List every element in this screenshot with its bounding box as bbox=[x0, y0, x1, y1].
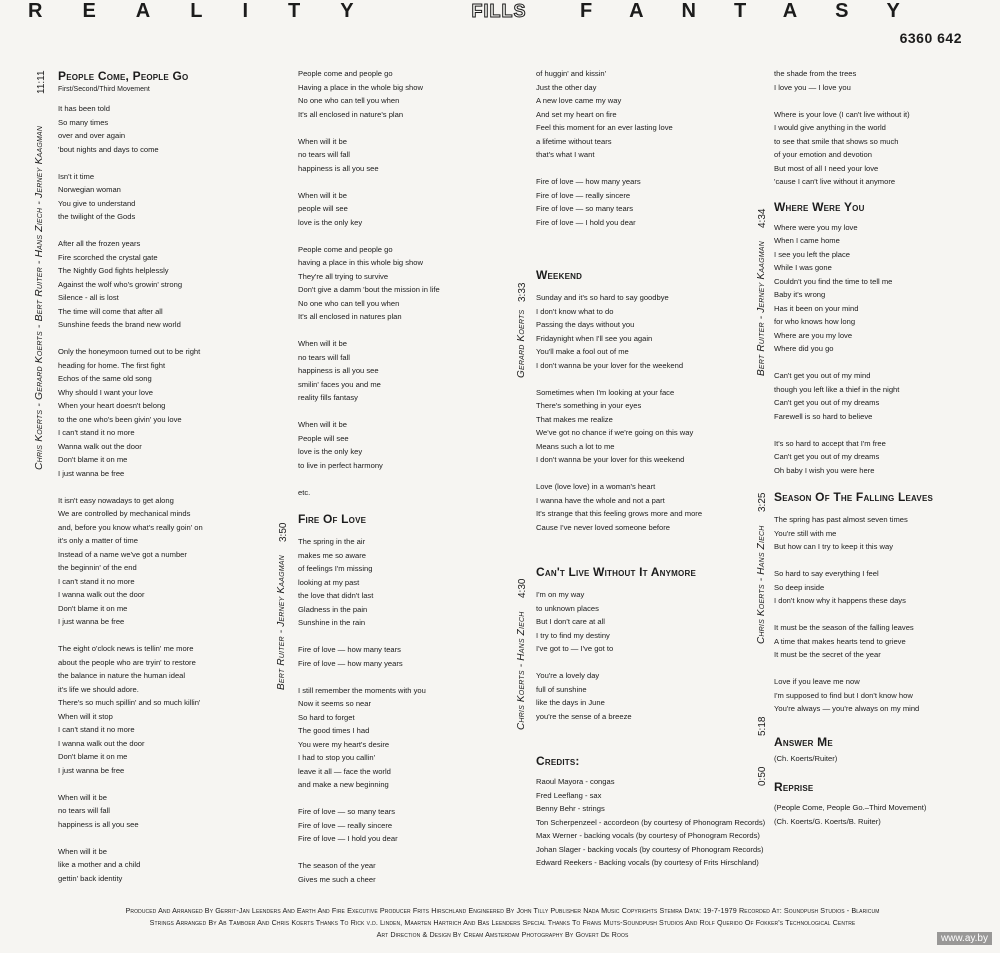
lyric-line: I don't wanna be your lover for the weekend bbox=[536, 360, 684, 370]
lyric-line: No one who can tell you when bbox=[298, 298, 400, 308]
lyric-line: Fire of love — I hold you dear bbox=[298, 834, 398, 843]
lyric-line: So hard to say everything I feel bbox=[774, 569, 879, 578]
col2-credits: Bert Ruiter - Jerney Kaagman bbox=[276, 555, 287, 690]
stanza-break bbox=[298, 229, 518, 243]
lyric-line: love is the only key bbox=[298, 217, 363, 227]
lyric-line: and make a new beginning bbox=[298, 780, 389, 789]
lyric-line: leave it all — face the world bbox=[298, 766, 391, 776]
lyrics-weekend bbox=[536, 291, 756, 534]
song-title-where-were-you: Where Were You bbox=[774, 199, 865, 214]
lyric-line: Why should I want your love bbox=[58, 387, 153, 397]
stanza-break bbox=[536, 162, 756, 176]
stanza-break bbox=[58, 480, 278, 494]
stanza-break bbox=[298, 324, 518, 338]
lyric-line: I can't stand it no more bbox=[58, 576, 135, 586]
footer-line-3: Art Direction & Design By Cream Amsterdam Photography By Govert De Roos bbox=[376, 930, 629, 939]
lyric-line: Gladness in the pain bbox=[298, 604, 368, 614]
lyric-line: to see that smile that shows so much bbox=[774, 136, 899, 146]
lyric-line: of huggin' and kissin' bbox=[536, 69, 607, 78]
stanza-break bbox=[298, 405, 518, 419]
lyric-line: I'm on my way bbox=[536, 590, 585, 599]
lyrics-cant-live bbox=[536, 588, 756, 723]
lyric-line: It must be the season of the falling leaves bbox=[774, 623, 914, 632]
stanza-break bbox=[298, 630, 518, 644]
header-fantasy bbox=[580, 0, 960, 23]
lyric-line: full of sunshine bbox=[536, 684, 587, 694]
lyric-line: the beginnin' of the end bbox=[58, 563, 137, 572]
lyric-line: I can't stand it no more bbox=[58, 428, 135, 437]
watermark: www.ay.by bbox=[937, 932, 992, 945]
lyric-line: having a place in this whole big show bbox=[298, 258, 423, 267]
lyrics-fire-of-love bbox=[298, 535, 518, 886]
season-credits: Chris Koerts - Hans Ziech bbox=[756, 525, 767, 644]
lyric-line: Isn't it time bbox=[58, 171, 95, 181]
lyric-line: No one who can tell you when bbox=[298, 96, 400, 105]
lyric-line: Love (love love) in a woman's heart bbox=[536, 482, 656, 491]
stanza-break bbox=[774, 356, 994, 370]
lyric-line: It's all enclosed in natures plan bbox=[298, 312, 402, 321]
lyric-line: Where is your love (I can't live without it) bbox=[774, 109, 910, 119]
lyric-line: It's so hard to accept that I'm free bbox=[774, 438, 886, 448]
lyrics-where-were-you bbox=[774, 221, 994, 478]
lyric-line: Love if you leave me now bbox=[774, 677, 860, 686]
lyric-line: Passing the days without you bbox=[536, 320, 635, 329]
lyric-line: You're still with me bbox=[774, 528, 837, 538]
song-title-people-come: People Come, People Go bbox=[58, 69, 189, 83]
song-title-cant-live: Can't Live Without It Anymore bbox=[536, 565, 696, 579]
song-title-reprise: Reprise bbox=[774, 780, 814, 794]
lyric-line: We've got no chance if we're going on this way bbox=[536, 428, 694, 437]
lyric-line: We are controlled by mechanical minds bbox=[58, 509, 191, 518]
lyric-line: When will it be bbox=[298, 339, 347, 348]
lyric-line: and, before you know what's really goin' on bbox=[58, 522, 203, 532]
lyric-line: I don't know what to do bbox=[536, 306, 614, 316]
weekend-vertical-credits bbox=[516, 310, 527, 378]
lyric-line: Edward Reekers - Backing vocals (by courtesy of Frits Hirschland) bbox=[536, 858, 759, 867]
lyric-line: makes me so aware bbox=[298, 550, 366, 560]
lyric-line: Farewell is so hard to believe bbox=[774, 411, 873, 421]
lyric-line: no tears will fall bbox=[298, 352, 350, 362]
lyric-line: Fire of love — how many tears bbox=[298, 645, 401, 654]
lyric-line: that's what I want bbox=[536, 150, 595, 159]
lyric-line: You're a lovely day bbox=[536, 671, 600, 680]
lyric-line: You were my heart's desire bbox=[298, 739, 390, 749]
stanza-break bbox=[774, 423, 994, 437]
header-fills: FILLS bbox=[471, 0, 527, 21]
lyric-line: I don't know why it happens these days bbox=[774, 596, 906, 605]
lyric-line: no tears will fall bbox=[298, 150, 350, 159]
lyric-line: Sometimes when I'm looking at your face bbox=[536, 387, 675, 397]
reprise-duration: 0:50 bbox=[757, 766, 768, 786]
reality-text: REALITY bbox=[28, 0, 394, 22]
cantlive-duration: 4:30 bbox=[517, 578, 528, 598]
lyric-line: for who knows how long bbox=[774, 317, 856, 326]
lyric-line: Don't blame it on me bbox=[58, 455, 128, 464]
lyric-line: It's all enclosed in nature's plan bbox=[298, 109, 404, 119]
season-duration: 3:25 bbox=[757, 492, 768, 512]
lyrics-people-come-cont bbox=[298, 67, 518, 499]
reprise-subtitle: (People Come, People Go.–Third Movement) bbox=[774, 803, 927, 812]
lyric-line: Where were you my love bbox=[774, 222, 858, 232]
lyric-line: The Nightly God fights helplessly bbox=[58, 266, 169, 275]
lyric-line: Don't give a damm 'bout the mission in life bbox=[298, 285, 440, 294]
lyric-line: When will it be bbox=[298, 190, 347, 200]
fantasy-text: FANTASY bbox=[580, 0, 938, 22]
lyric-line: A time that makes hearts tend to grieve bbox=[774, 636, 906, 646]
lyric-line: Fire of love — how many years bbox=[536, 177, 641, 186]
lyric-line: Fire scorched the crystal gate bbox=[58, 252, 158, 262]
lyric-line: It must be the secret of the year bbox=[774, 650, 881, 659]
lyrics-cant-live-cont bbox=[774, 67, 994, 189]
lyric-line: When I came home bbox=[774, 236, 840, 245]
song-subtitle: First/Second/Third Movement bbox=[58, 86, 150, 93]
lyric-line: it's life we should adore. bbox=[58, 684, 139, 694]
lyric-line: to the one who's been givin' you love bbox=[58, 414, 182, 424]
lyric-line: etc. bbox=[298, 487, 311, 497]
lyric-line: of feelings I'm missing bbox=[298, 564, 373, 573]
lyric-line: like the days in June bbox=[536, 698, 605, 707]
stanza-break bbox=[58, 332, 278, 346]
lyric-line: I just wanna be free bbox=[58, 765, 125, 775]
song-title-fire-of-love: Fire Of Love bbox=[298, 512, 367, 526]
season-vertical-credits bbox=[756, 526, 767, 645]
lyric-line: But most of all I need your love bbox=[774, 163, 879, 173]
lyric-line: That makes me realize bbox=[536, 414, 613, 424]
lyric-line: looking at my past bbox=[298, 577, 360, 587]
lyric-line: Norwegian woman bbox=[58, 185, 121, 194]
stanza-break bbox=[536, 467, 756, 481]
lyric-line: happiness is all you see bbox=[58, 819, 139, 829]
lyric-line: The time will come that after all bbox=[58, 306, 163, 316]
lyric-line: Has it been on your mind bbox=[774, 303, 859, 313]
lyric-line: But I don't care at all bbox=[536, 617, 605, 626]
lyric-line: 'bout nights and days to come bbox=[58, 144, 159, 154]
lyric-line: over and over again bbox=[58, 131, 126, 140]
lyric-line: There's something in your eyes bbox=[536, 401, 642, 410]
lyric-line: I see you left the place bbox=[774, 249, 850, 259]
lyric-line: Baby it's wrong bbox=[774, 290, 826, 299]
lyric-line: I wanna walk out the door bbox=[58, 738, 145, 748]
lyric-line: Against the wolf who's growin' strong bbox=[58, 279, 183, 289]
lyric-line: Having a place in the whole big show bbox=[298, 82, 423, 92]
stanza-break bbox=[58, 629, 278, 643]
lyric-line: Benny Behr - strings bbox=[536, 804, 605, 813]
lyric-line: Fire of love — I hold you dear bbox=[536, 217, 636, 227]
lyric-line: people will see bbox=[298, 204, 348, 213]
lyric-line: Instead of a name we've got a number bbox=[58, 549, 187, 559]
song-title-weekend: Weekend bbox=[536, 268, 583, 282]
stanza-break bbox=[536, 372, 756, 386]
lyric-line: Echos of the same old song bbox=[58, 374, 152, 383]
lyric-line: Sunshine feeds the brand new world bbox=[58, 320, 181, 329]
answer-me-credit: (Ch. Koerts/Ruiter) bbox=[774, 753, 838, 763]
lyric-line: Fire of love — really sincere bbox=[298, 820, 393, 830]
stanza-break bbox=[298, 472, 518, 486]
album-header bbox=[0, 0, 1000, 22]
where-duration: 4:34 bbox=[757, 208, 768, 228]
lyric-line: You give to understand bbox=[58, 198, 136, 208]
lyric-line: Can't get you out of my dreams bbox=[774, 452, 880, 461]
lyric-line: the balance in nature the human ideal bbox=[58, 671, 186, 680]
lyric-line: People come and people go bbox=[298, 244, 393, 254]
lyrics-people-come bbox=[58, 102, 278, 885]
lyric-line: I wanna walk out the door bbox=[58, 590, 145, 599]
col2-duration: 3:50 bbox=[278, 522, 289, 542]
lyric-line: Raoul Mayora - congas bbox=[536, 777, 615, 786]
lyric-line: Now it seems so near bbox=[298, 699, 372, 708]
lyric-line: The spring has past almost seven times bbox=[774, 515, 908, 524]
lyric-line: Sunday and it's so hard to say goodbye bbox=[536, 293, 669, 302]
lyric-line: Where did you go bbox=[774, 344, 834, 353]
stanza-break bbox=[774, 662, 994, 676]
lyric-line: They're all trying to survive bbox=[298, 271, 389, 281]
footer-line-2: Strings Arranged By Ab Tamboer And Chris Koerts Thanks To Rick v.d. Linden, Maarten Hartrich And Bas Leenders Special Thanks To Frans Mijts-Soundpush Studios And Rolf Querido Of Fokker's Technological Centre bbox=[149, 918, 856, 927]
stanza-break bbox=[298, 792, 518, 806]
lyric-line: When will it stop bbox=[58, 711, 113, 721]
lyric-line: though you left like a thief in the night bbox=[774, 384, 900, 394]
lyric-line: Can't get you out of my mind bbox=[774, 371, 871, 380]
cantlive-vertical-credits bbox=[516, 612, 527, 731]
stanza-break bbox=[298, 846, 518, 860]
lyric-line: you're the sense of a breeze bbox=[536, 711, 632, 721]
lyric-line: I would give anything in the world bbox=[774, 123, 886, 132]
lyric-line: Wanna walk out the door bbox=[58, 441, 142, 451]
lyric-line: It isn't easy nowadays to get along bbox=[58, 495, 174, 505]
lyric-line: There's so much spillin' and so much killin' bbox=[58, 698, 201, 707]
col1-credits: Chris Koerts - Gerard Koerts - Bert Ruiter - Hans Ziech - Jerney Kaagman bbox=[34, 125, 45, 470]
stanza-break bbox=[58, 831, 278, 845]
lyric-line: Couldn't you find the time to tell me bbox=[774, 276, 893, 286]
lyric-line: But how can I try to keep it this way bbox=[774, 542, 894, 551]
lyric-line: happiness is all you see bbox=[298, 366, 379, 375]
lyric-line: When will it be bbox=[58, 792, 107, 802]
lyric-line: Means such a lot to me bbox=[536, 441, 615, 451]
lyric-line: the twilight of the Gods bbox=[58, 212, 136, 221]
lyric-line: It has been told bbox=[58, 104, 110, 113]
lyric-line: Fred Leeflang - sax bbox=[536, 790, 602, 800]
credits-title: Credits: bbox=[536, 754, 580, 768]
catalog-number: 6360 642 bbox=[899, 30, 962, 46]
stanza-break bbox=[774, 608, 994, 622]
lyric-line: So deep inside bbox=[774, 582, 825, 592]
lyric-line: the shade from the trees bbox=[774, 69, 857, 78]
lyric-line: I had to stop you callin' bbox=[298, 753, 376, 762]
reprise-credit: (Ch. Koerts/G. Koerts/B. Ruiter) bbox=[774, 816, 881, 826]
lyric-line: And set my heart on fire bbox=[536, 109, 617, 119]
answer-duration: 5:18 bbox=[757, 716, 768, 736]
lyric-line: While I was gone bbox=[774, 263, 832, 272]
stanza-break bbox=[774, 94, 994, 108]
stanza-break bbox=[298, 121, 518, 135]
lyric-line: I love you — I love you bbox=[774, 82, 851, 92]
cantlive-credits: Chris Koerts - Hans Ziech bbox=[516, 611, 527, 730]
col1-duration: 11:11 bbox=[36, 70, 47, 94]
col1-vertical-credits bbox=[34, 126, 45, 470]
lyric-line: gettin' back identity bbox=[58, 873, 123, 883]
lyric-line: Don't blame it on me bbox=[58, 752, 128, 761]
credits-list bbox=[536, 775, 766, 870]
lyrics-season bbox=[774, 513, 994, 716]
lyric-line: it's only a matter of time bbox=[58, 536, 138, 545]
stanza-break bbox=[536, 656, 756, 670]
column-2 bbox=[298, 67, 518, 886]
lyric-line: Fire of love — how many years bbox=[298, 658, 403, 668]
lyric-line: Johan Slager - backing vocals (by courtesy of Phonogram Records) bbox=[536, 844, 764, 854]
lyric-line: Just the other day bbox=[536, 82, 597, 92]
lyric-line: to unknown places bbox=[536, 603, 599, 613]
production-credits bbox=[30, 905, 975, 941]
lyric-line: You're always — you're always on my mind bbox=[774, 704, 920, 713]
lyric-line: When will it be bbox=[298, 420, 347, 429]
lyric-line: heading for home. The first fight bbox=[58, 360, 166, 370]
lyric-line: You'll make a fool out of me bbox=[536, 347, 629, 356]
lyric-line: I try to find my destiny bbox=[536, 630, 610, 640]
lyric-line: When will it be bbox=[298, 136, 347, 146]
lyric-line: Gives me such a cheer bbox=[298, 874, 376, 884]
lyric-line: reality fills fantasy bbox=[298, 393, 358, 402]
lyric-line: A new love came my way bbox=[536, 96, 622, 105]
lyric-line: Fridaynight when I'll see you again bbox=[536, 333, 653, 343]
lyric-line: So many times bbox=[58, 117, 109, 127]
stanza-break bbox=[58, 777, 278, 791]
lyric-line: 'cause I can't live without it anymore bbox=[774, 177, 896, 186]
lyrics-fire-of-love-cont bbox=[536, 67, 756, 229]
stanza-break bbox=[298, 670, 518, 684]
lyric-line: no tears will fall bbox=[58, 806, 110, 815]
weekend-duration: 3:33 bbox=[517, 282, 528, 302]
lyric-line: Feel this moment for an ever lasting love bbox=[536, 123, 673, 132]
lyric-line: Fire of love — so many tears bbox=[298, 807, 396, 816]
stanza-break bbox=[58, 156, 278, 170]
lyric-line: People come and people go bbox=[298, 69, 393, 78]
lyric-line: Cause I've never loved someone before bbox=[536, 522, 670, 532]
col2-vertical-credits bbox=[276, 555, 287, 690]
lyric-line: I just wanna be free bbox=[58, 468, 125, 478]
lyric-line: The eight o'clock news is tellin' me more bbox=[58, 644, 194, 653]
lyric-line: I still remember the moments with you bbox=[298, 685, 426, 695]
lyric-line: Sunshine in the rain bbox=[298, 618, 366, 627]
lyric-line: Ton Scherpenzeel - accordeon (by courtesy of Phonogram Records) bbox=[536, 817, 766, 827]
lyric-line: I wanna have the whole and not a part bbox=[536, 495, 665, 505]
column-1 bbox=[58, 68, 278, 885]
lyric-line: like a mother and a child bbox=[58, 860, 141, 869]
lyric-line: The season of the year bbox=[298, 861, 376, 870]
column-4 bbox=[774, 67, 994, 828]
lyric-line: Don't blame it on me bbox=[58, 603, 128, 613]
lyric-line: the love that didn't last bbox=[298, 591, 374, 600]
lyric-line: I don't wanna be your lover for this weekend bbox=[536, 455, 685, 464]
song-title-answer-me: Answer Me bbox=[774, 734, 833, 749]
lyric-line: The good times I had bbox=[298, 726, 370, 735]
lyric-line: Fire of love — so many tears bbox=[536, 204, 634, 213]
lyric-line: Only the honeymoon turned out to be right bbox=[58, 347, 201, 356]
lyric-line: Fire of love — really sincere bbox=[536, 190, 631, 200]
lyric-line: When your heart doesn't belong bbox=[58, 401, 166, 410]
lyric-line: I'm supposed to find but I don't know how bbox=[774, 690, 913, 700]
lyric-line: I can't stand it no more bbox=[58, 725, 135, 734]
lyric-line: So hard to forget bbox=[298, 712, 355, 722]
lyric-line: a lifetime without tears bbox=[536, 136, 612, 146]
header-reality bbox=[28, 0, 418, 23]
where-credits: Bert Ruiter - Jerney Kaagman bbox=[756, 241, 767, 376]
weekend-credits: Gerard Koerts bbox=[516, 309, 527, 378]
footer-line-1: Produced And Arranged By Gerrit-Jan Leenders And Earth And Fire Executive Producer Frits Hirschland Engineered By John Tilly Publisher Nada Music Copyrights Stemra Data: 19-7-1979 Recorded At: Soundpush Studios - Blaricum bbox=[125, 906, 880, 915]
lyric-line: It's strange that this feeling grows more and more bbox=[536, 509, 703, 518]
lyric-line: to live in perfect harmony bbox=[298, 460, 383, 470]
lyric-line: When will it be bbox=[58, 846, 107, 856]
lyric-line: The spring in the air bbox=[298, 537, 366, 546]
lyric-line: I just wanna be free bbox=[58, 617, 125, 626]
lyric-line: I've got to — I've got to bbox=[536, 644, 614, 653]
lyric-line: Max Werner - backing vocals (by courtesy of Phonogram Records) bbox=[536, 831, 760, 840]
lyric-line: smilin' faces you and me bbox=[298, 379, 381, 389]
lyric-line: about the people who are tryin' to restore bbox=[58, 657, 196, 667]
lyric-line: After all the frozen years bbox=[58, 239, 141, 248]
lyric-line: Where are you my love bbox=[774, 330, 853, 340]
where-vertical-credits bbox=[756, 241, 767, 376]
lyric-line: happiness is all you see bbox=[298, 163, 379, 173]
lyric-line: Can't get you out of my dreams bbox=[774, 398, 880, 407]
lyric-line: of your emotion and devotion bbox=[774, 150, 872, 159]
lyric-line: love is the only key bbox=[298, 447, 363, 456]
song-title-season: Season Of The Falling Leaves bbox=[774, 490, 934, 504]
lyric-line: People will see bbox=[298, 433, 349, 443]
stanza-break bbox=[298, 175, 518, 189]
lyric-line: Silence - all is lost bbox=[58, 293, 119, 302]
stanza-break bbox=[774, 554, 994, 568]
stanza-break bbox=[58, 224, 278, 238]
lyric-line: Oh baby I wish you were here bbox=[774, 465, 875, 475]
